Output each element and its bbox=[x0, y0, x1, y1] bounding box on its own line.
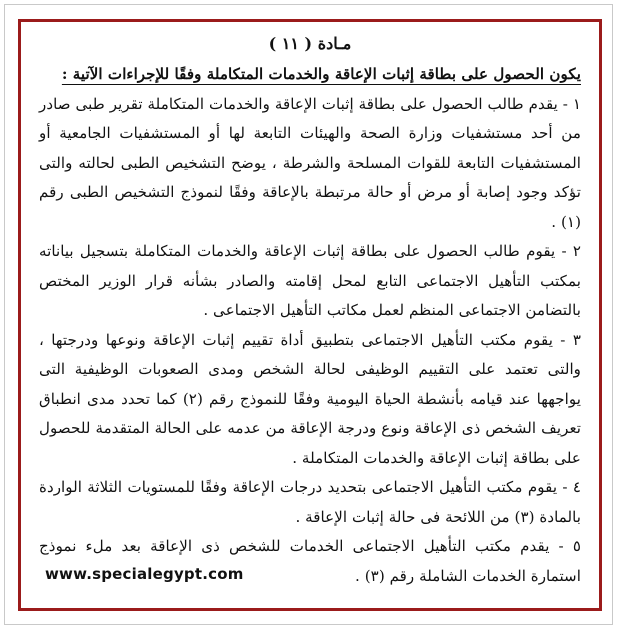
article-intro: يكون الحصول على بطاقة إثبات الإعاقة والخدمات المتكاملة وفقًا للإجراءات الآتية : bbox=[61, 65, 581, 83]
article-item-4: ٤ - يقوم مكتب التأهيل الاجتماعى بتحديد درجات الإعاقة وفقًا للمستويات الثلاثة الواردة بالمادة (٣) من اللائحة فى حالة إثبات الإعاقة . bbox=[39, 478, 581, 526]
article-item-3: ٣ - يقوم مكتب التأهيل الاجتماعى بتطبيق أداة تقييم إثبات الإعاقة ونوعها ودرجتها ، والتى تعتمد على التقييم الوظيفى لحالة الشخص ومدى الصعوبات الوظيفية التى يواجهها عند قيامه بأنشطة الحياة اليومية وفقًا للنموذج رقم (٢) كما تحدد مدى انطباق تعريف الشخص ذى الإعاقة ونوع ودرجة الإعاقة من عدمه على الحالة المتقدمة للحصول على بطاقة إثبات الإعاقة والخدمات المتكاملة . bbox=[39, 330, 581, 467]
document-panel bbox=[18, 19, 602, 611]
article-item-5: ٥ - يقدم مكتب التأهيل الاجتماعى الخدمات للشخص ذى الإعاقة بعد ملء نموذج استمارة الخدمات الشاملة رقم (٣) . bbox=[39, 537, 581, 585]
article-item-1: ١ - يقدم طالب الحصول على بطاقة إثبات الإعاقة والخدمات المتكاملة تقرير طبى صادر من أحد مستشفيات وزارة الصحة والهيئات التابعة لها أو المستشفيات الجامعية أو المستشفيات التابعة للقوات المسلحة والشرطة ، يوضح التشخيص الطبى لحالته والتى تؤكد وجود إصابة أو مرض أو حالة مرتبطة بالإعاقة وفقًا لنموذج التشخيص الطبى رقم (١) . bbox=[39, 94, 581, 231]
site-watermark: www.specialegypt.com bbox=[45, 565, 244, 583]
article-title: مـادة ( ١١ ) bbox=[268, 34, 352, 53]
document-body bbox=[39, 32, 581, 591]
page-frame bbox=[4, 4, 613, 625]
article-item-2: ٢ - يقوم طالب الحصول على بطاقة إثبات الإعاقة والخدمات المتكاملة بتسجيل بياناته بمكتب التأهيل الاجتماعى التابع لمحل إقامته والصادر بشأنه قرار الوزير المختص بالتضامن الاجتماعى المنظم لعمل مكاتب التأهيل الاجتماعى . bbox=[39, 242, 581, 319]
